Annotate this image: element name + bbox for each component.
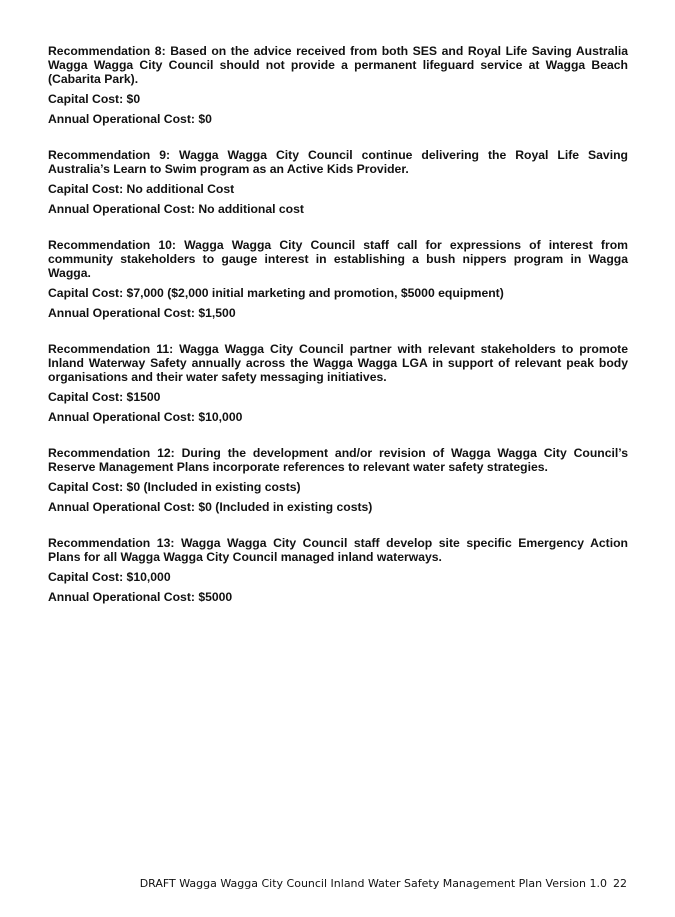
annual-operational-cost: Annual Operational Cost: No additional cost [48, 202, 304, 216]
capital-cost: Capital Cost: $0 (Included in existing costs) [48, 480, 301, 494]
page-number: 22 [613, 877, 627, 890]
document-body [48, 44, 628, 626]
annual-operational-cost: Annual Operational Cost: $5000 [48, 590, 233, 604]
capital-cost: Capital Cost: $7,000 ($2,000 initial marketing and promotion, $5000 equipment) [48, 286, 504, 300]
recommendation-text: Recommendation 8: Based on the advice received from both SES and Royal Life Saving Australia Wagga Wagga City Council should not provide a permanent lifeguard service at Wagga Beach (Cabarita Park). [48, 44, 628, 86]
capital-cost: Capital Cost: $1500 [48, 390, 161, 404]
recommendation-text: Recommendation 10: Wagga Wagga City Council staff call for expressions of interest from community stakeholders to gauge interest in establishing a bush nippers program in Wagga Wagga. [48, 238, 628, 280]
recommendation-text: Recommendation 12: During the development and/or revision of Wagga Wagga City Council’s Reserve Management Plans incorporate references to relevant water safety strategies. [48, 446, 628, 474]
recommendation-text: Recommendation 11: Wagga Wagga City Council partner with relevant stakeholders to promote Inland Waterway Safety annually across the Wagga Wagga LGA in support of relevant peak body organisations and their water safety messaging initiatives. [48, 342, 628, 384]
annual-operational-cost: Annual Operational Cost: $0 (Included in existing costs) [48, 500, 373, 514]
recommendation-13 [48, 536, 628, 604]
recommendation-text: Recommendation 13: Wagga Wagga City Council staff develop site specific Emergency Action Plans for all Wagga Wagga City Council managed inland waterways. [48, 536, 628, 564]
footer-title: DRAFT Wagga Wagga City Council Inland Water Safety Management Plan Version 1.0 [139, 877, 607, 890]
annual-operational-cost: Annual Operational Cost: $10,000 [48, 410, 243, 424]
recommendation-12 [48, 446, 628, 514]
recommendation-10 [48, 238, 628, 320]
capital-cost: Capital Cost: $10,000 [48, 570, 171, 584]
capital-cost: Capital Cost: $0 [48, 92, 141, 106]
annual-operational-cost: Annual Operational Cost: $0 [48, 112, 212, 126]
recommendation-9 [48, 148, 628, 216]
recommendation-11 [48, 342, 628, 424]
annual-operational-cost: Annual Operational Cost: $1,500 [48, 306, 236, 320]
capital-cost: Capital Cost: No additional Cost [48, 182, 235, 196]
recommendation-text: Recommendation 9: Wagga Wagga City Council continue delivering the Royal Life Saving Australia’s Learn to Swim program as an Active Kids Provider. [48, 148, 628, 176]
page-footer [140, 877, 627, 890]
recommendation-8 [48, 44, 628, 126]
